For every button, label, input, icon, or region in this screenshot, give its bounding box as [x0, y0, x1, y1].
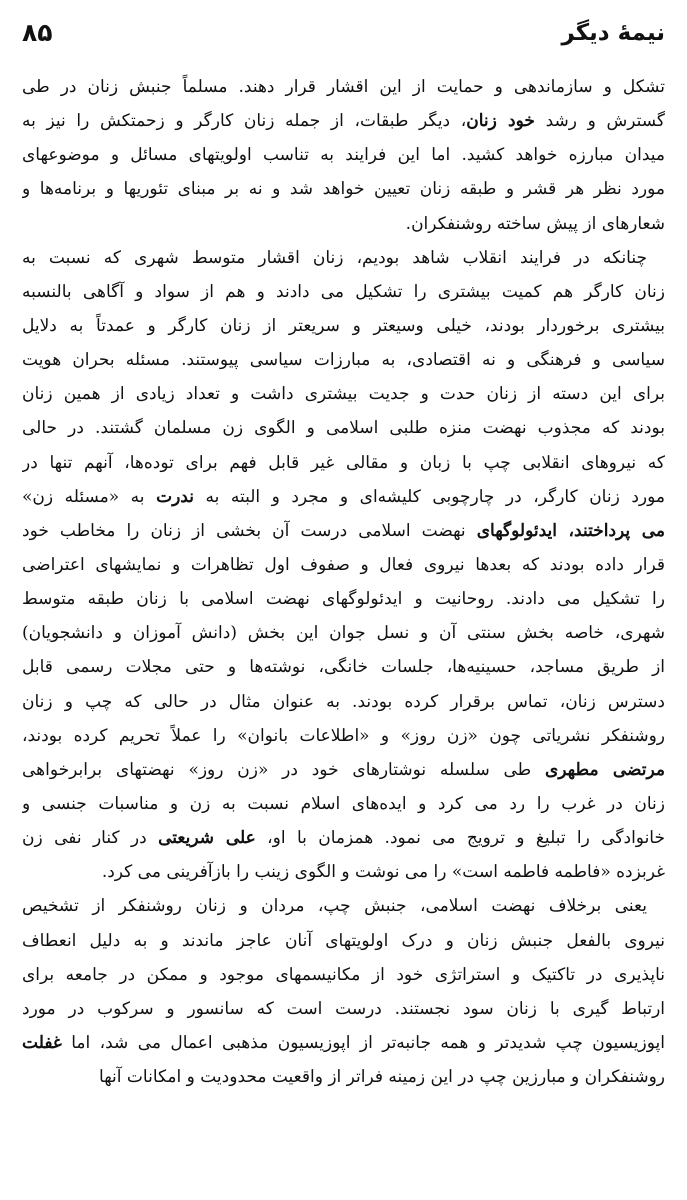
text-run: اپوزیسیون چپ شدیدتر و همه جانبه‌تر از اپوزیسیون مذهبی اعمال می شد، اما [61, 1032, 665, 1053]
text-run: به «مسئله زن» [22, 486, 157, 507]
text-line [22, 753, 665, 787]
text-run: ، دیگر طبقات، از جمله زنان کارگر و زحمتکش را نیز به [22, 111, 467, 132]
text-run: روشنفکر نشریاتی چون «زن روز» و «اطلاعات بانوان» را عملاً تحریم کرده بودند، [22, 725, 665, 746]
text-run: مورد نظر هر قشر و طبقه زنان تعیین خواهد شد و نه بر مبنای تئوریها و برنامه‌ها و [22, 179, 665, 200]
bold-text: مرتضی مطهری [544, 759, 665, 780]
text-line [22, 480, 665, 514]
text-run: قرار داده بودند که بعدها نیروی فعال و صفوف اول تظاهرات و نمایشهای اعتراضی [22, 554, 665, 575]
text-run: دسترس زنان، تماس برقرار کرده بودند. به عنوان مثال در حالی که چپ و زنان [22, 691, 665, 712]
text-run: روشنفکران و مبارزین چپ در این زمینه فراتر از واقعیت محدودیت و امکانات آنها [99, 1067, 665, 1088]
text-run: بیشتری برخوردار بودند، خیلی وسیعتر و سریعتر از زنان کارگر و عمدتاً به دلایل [22, 315, 665, 336]
text-run: شهری، خاصه بخش سنتی آن و نسل جوان این بخش (دانش آموزان و دانشجویان) [22, 623, 665, 644]
text-run: گسترش و رشد [534, 111, 665, 132]
bold-text: ندرت [156, 486, 194, 507]
text-line [22, 446, 665, 480]
text-run: یعنی برخلاف نهضت اسلامی، جنبش چپ، مردان و زنان روشنفکر از تشخیص [22, 896, 647, 917]
text-line [22, 650, 665, 684]
paragraph [22, 889, 665, 1094]
text-run: مورد زنان کارگر، در چارچوبی کلیشه‌ای و مجرد و البته به [193, 486, 665, 507]
text-run: چنانکه در فرایند انقلاب شاهد بودیم، زنان اقشار متوسط شهری که نسبت به [22, 247, 647, 268]
text-run: نهضت اسلامی درست آن بخشی از زنان را مخاطب خود [22, 520, 477, 541]
text-line [22, 343, 665, 377]
text-line [22, 787, 665, 821]
text-line [22, 514, 665, 548]
text-run: زنان در غرب را رد می کرد و ایده‌های اسلام نسبت به زن و مناسبات جنسی و [22, 793, 665, 814]
text-line [22, 821, 665, 855]
text-line [22, 138, 665, 172]
bold-text: علی شریعتی [158, 828, 256, 849]
text-line [22, 958, 665, 992]
text-line [22, 685, 665, 719]
bold-text: غفلت [22, 1032, 62, 1053]
text-line [22, 719, 665, 753]
text-line [22, 172, 665, 206]
text-run: از طریق مساجد، حسینیه‌ها، جلسات خانگی، نوشته‌ها و حتی مجلات رسمی قابل [22, 657, 665, 678]
text-run: سیاسی و فرهنگی و نه اقتصادی، به مبارزات سیاسی پیوستند. مسئله بحران هویت [22, 350, 665, 371]
text-run: ناپذیری در تاکتیک و استراتژی خود از مکانیسمهای موجود و ممکن در جامعه برای [22, 964, 665, 985]
text-run: غربزده «فاطمه فاطمه است» را می نوشت و الگوی زینب را بازآفرینی می کرد. [101, 862, 665, 883]
text-run: خانوادگی را تبلیغ و ترویج می نمود. همزمان با او، [255, 828, 665, 849]
text-run: طی سلسله نوشتارهای خود در «زن روز» نهضتهای برابرخواهی [22, 759, 545, 780]
text-line [22, 275, 665, 309]
text-line [22, 855, 665, 889]
text-line [22, 889, 665, 923]
text-line [22, 992, 665, 1026]
text-line [22, 1026, 665, 1060]
text-run: برای این دسته از زنان حدت و جدیت بیشتری داشت و تعداد زیادی از همین زنان [22, 384, 665, 405]
text-line [22, 241, 665, 275]
text-run: تشکل و سازماندهی و حمایت از این اقشار قرار دهند. مسلماً جنبش زنان در طی [22, 77, 665, 97]
text-line [22, 924, 665, 958]
running-title: نیمهٔ دیگر [561, 20, 665, 46]
bold-text: می پرداختند، ایدئولوگهای [476, 520, 665, 541]
text-line [22, 582, 665, 616]
text-line [22, 104, 665, 138]
text-run: میدان مبارزه خواهد کشید. اما این فرایند به تناسب اولویتهای مسائل و موضوعهای [22, 145, 665, 166]
text-line [22, 207, 665, 241]
text-run: نیروی بالفعل جنبش زنان و درک اولویتهای آنان عاجز ماندند و به دلیل انعطاف [22, 930, 665, 951]
page-header [22, 14, 665, 54]
text-run: در کنار نفی زن [22, 828, 159, 849]
text-line [22, 70, 665, 104]
paragraph [22, 70, 665, 241]
text-line [22, 616, 665, 650]
text-run: ارتباط گیری با زنان سود نجستند. درست است که سانسور و سرکوب در مورد [22, 998, 665, 1019]
text-run: بودند که مجذوب نهضت منزه طلبی اسلامی و الگوی زن مسلمان گشتند. در حالی [22, 418, 665, 439]
text-run: که نیروهای انقلابی چپ با زبان و مقالی غیر قابل فهم برای توده‌ها، آنهم تنها در [22, 452, 665, 473]
text-line [22, 411, 665, 445]
text-run: شعارهای از پیش ساخته روشنفکران. [405, 213, 665, 234]
text-line [22, 309, 665, 343]
body-text [22, 70, 665, 1094]
paragraph [22, 241, 665, 890]
text-line [22, 548, 665, 582]
text-run: زنان کارگر هم کمیت بیشتری را تشکیل می دادند و هم از سواد و آگاهی بالنسبه [22, 281, 665, 302]
text-line [22, 377, 665, 411]
bold-text: خود زنان [466, 111, 535, 132]
text-run: را تشکیل می دادند. روحانیت و ایدئولوگهای نهضت اسلامی با زنان طبقه متوسط [22, 589, 665, 610]
page-number: ۸۵ [22, 18, 53, 47]
text-line [22, 1060, 665, 1094]
